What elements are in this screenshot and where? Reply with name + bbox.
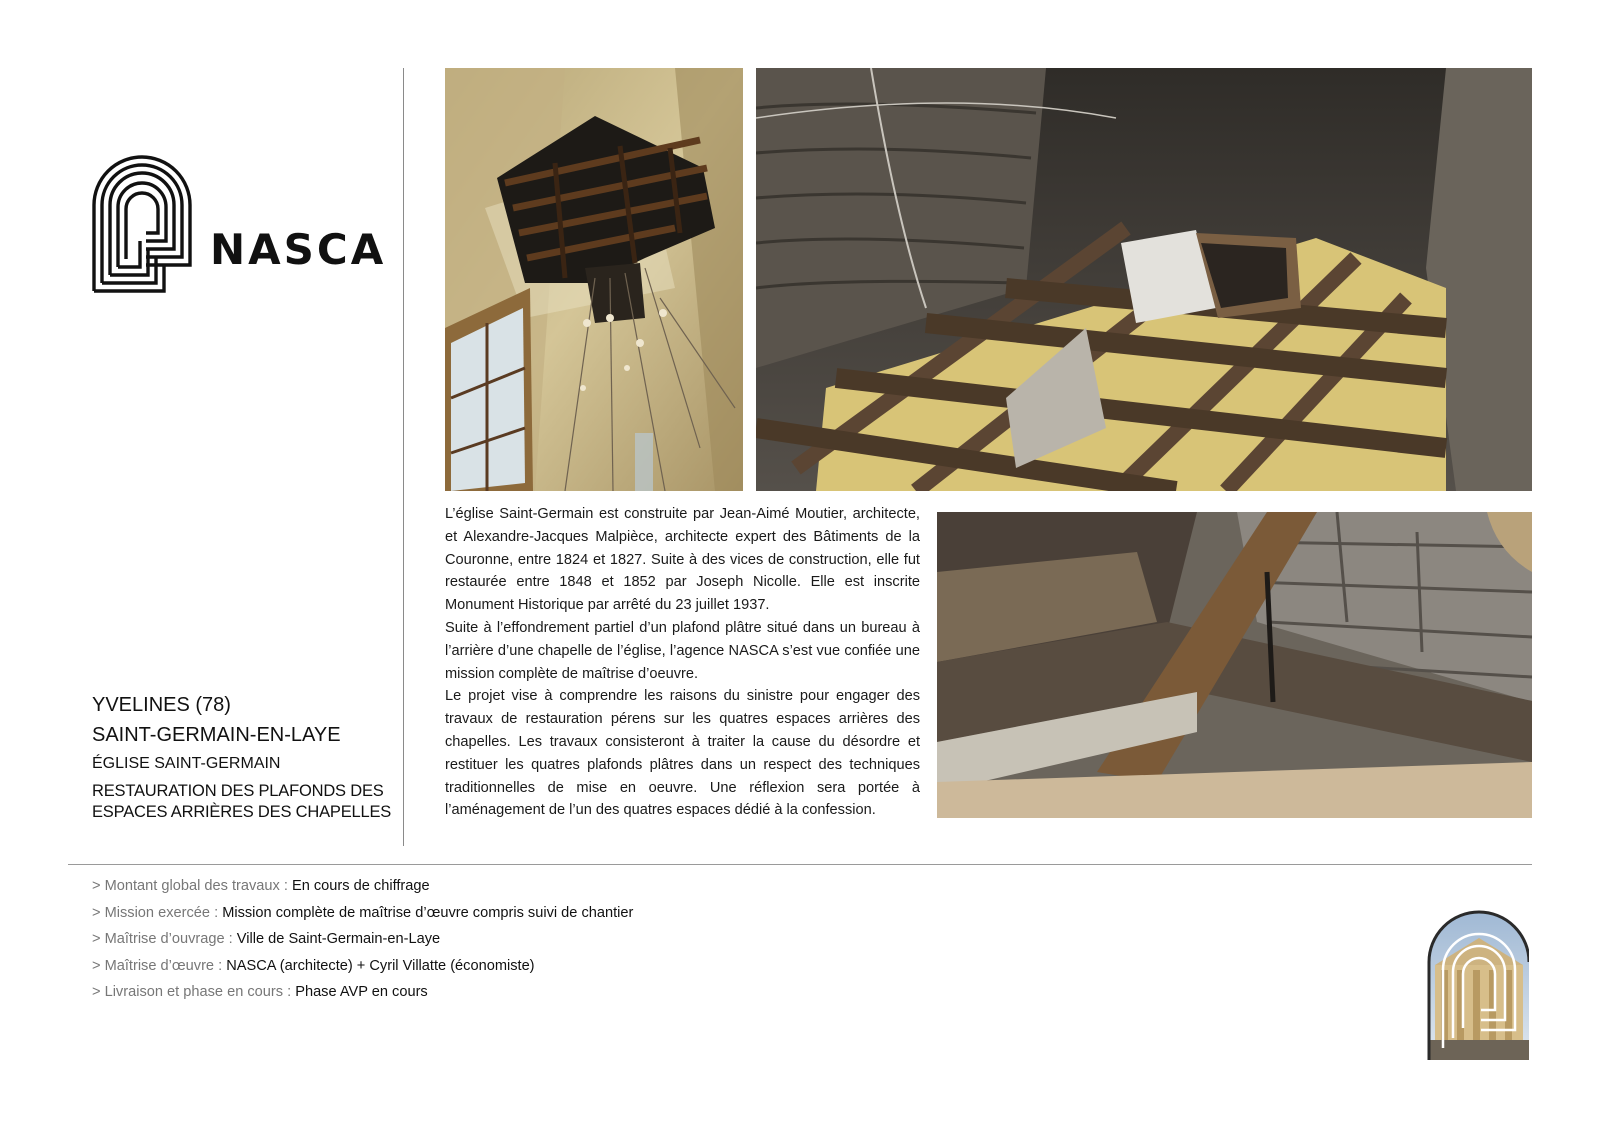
nasca-logo [92,155,387,293]
detail-row-client [92,926,633,953]
detail-value: Mission complète de maîtrise d’œuvre compris suivi de chantier [222,904,634,921]
attic-joists-photo [756,68,1532,491]
detail-row-mission [92,900,633,927]
detail-row-phase [92,979,633,1006]
city-label: SAINT-GERMAIN-EN-LAYE [92,724,341,746]
detail-value: NASCA (architecte) + Cyril Villatte (économiste) [226,957,535,974]
project-description [445,503,920,822]
building-label: ÉGLISE SAINT-GERMAIN [92,755,281,772]
church-facade-badge [1425,910,1529,1060]
region-label: YVELINES (78) [92,694,231,716]
project-location [92,690,392,823]
horizontal-divider [68,864,1532,865]
detail-label: > Mission exercée : [92,904,223,921]
vertical-divider [403,68,404,846]
nasca-arch-facade-icon [1425,910,1529,1060]
project-details [92,873,633,1006]
brand-name: NASCA [210,225,387,274]
description-paragraph: Le projet vise à comprendre les raisons du sinistre pour engager des travaux de restauration pérens sur les quatres espaces arrières des chapelles. Les travaux consisteront à traiter la cause du désordre et restituer les quatres plafonds plâtres dans un respect des techniques traditionnelles de mise en oeuvre. Une réflexion sera portée à l’aménagement de l’un des quatres espaces dédié à la confession. [445,688,920,819]
description-paragraph: Suite à l’effondrement partiel d’un plafond plâtre situé dans un bureau à l’arrière d’une chapelle de l’église, l’agence NASCA s’est vue confiée une mission complète de maîtrise d’oeuvre. [445,619,920,682]
detail-row-budget [92,873,633,900]
detail-value: Ville de Saint-Germain-en-Laye [236,931,441,948]
nasca-arch-logo-icon [92,155,192,293]
detail-label: > Maîtrise d’ouvrage : [92,931,237,948]
detail-value: Phase AVP en cours [295,984,428,1001]
detail-label: > Maîtrise d’œuvre : [92,957,227,974]
detail-label: > Montant global des travaux : [92,878,292,894]
project-title: RESTAURATION DES PLAFONDS DES ESPACES ARRIÈRES DES CHAPELLES [92,782,392,821]
ceiling-beams-photo [937,512,1532,818]
detail-label: > Livraison et phase en cours : [92,984,296,1001]
detail-row-architect [92,953,633,980]
ceiling-collapse-photo [445,68,743,491]
detail-value: En cours de chiffrage [291,878,430,894]
description-paragraph: L’église Saint-Germain est construite par Jean-Aimé Moutier, architecte, et Alexandre-Jacques Malpièce, architecte expert des Bâtiments de la Couronne, entre 1824 et 1827. Suite à des vices de construction, elle fut restaurée entre 1848 et 1852 par Joseph Nicolle. Elle est inscrite Monument Historique par arrêté du 23 juillet 1937. [445,506,920,614]
